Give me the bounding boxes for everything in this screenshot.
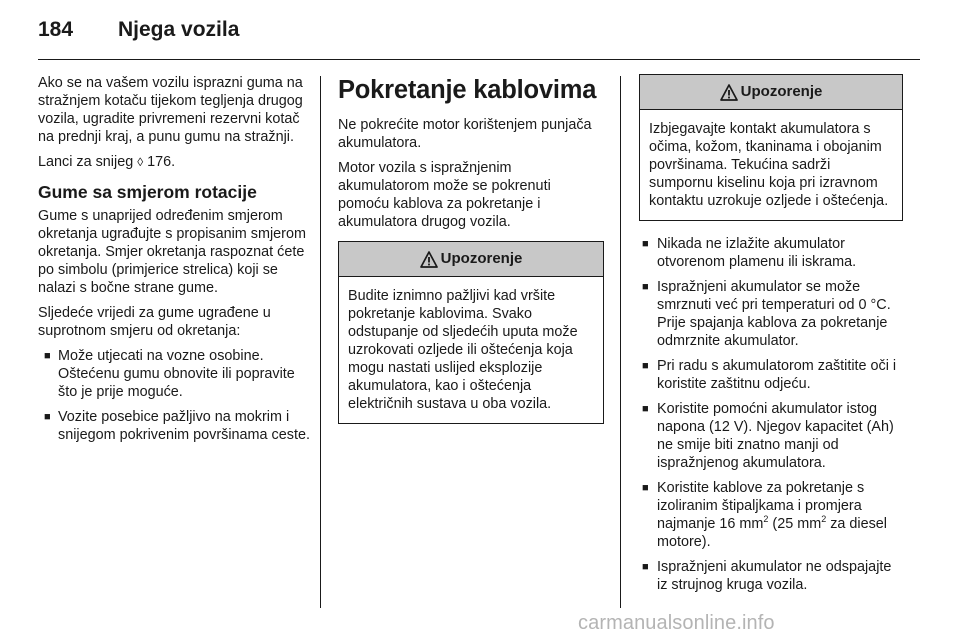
watermark: carmanualsonline.info <box>578 612 775 634</box>
warning-header <box>339 242 603 277</box>
paragraph-jump-start-intro: Motor vozila s ispražnjenim akumulatorom može se pokrenuti pomoću kablova za pokretanje i akumulatora drugog vozila. <box>338 160 551 230</box>
paragraph-flat-tire: Ako se na vašem vozilu isprazni guma na stražnjem kotaču tijekom tegljenja drugog vozila, ugradite privremeni rezervni kotač na prednji kraj, a punu gumu na stražnji. <box>38 75 303 145</box>
list-item <box>639 479 903 551</box>
paragraph-opposite-direction: Sljedeće vrijedi za gume ugrađene u suprotnom smjeru od okretanja: <box>38 305 271 339</box>
cable-size-text: Koristite kablove za pokretanje s izoliranim štipaljkama i promjera najmanje 16 mm <box>657 480 865 532</box>
list-item-text: Koristite pomoćni akumulator istog napona (12 V). Njegov kapacitet (Ah) ne smije biti znatno manji od ispražnjenog akumulatora. <box>657 401 894 471</box>
bullet-icon: ■ <box>642 482 649 494</box>
superscript: 2 <box>821 514 827 525</box>
warning-box-jump-start <box>338 241 604 424</box>
bullet-icon: ■ <box>642 281 649 293</box>
snow-chains-text: Lanci za snijeg <box>38 154 138 170</box>
page-title: Njega vozila <box>118 18 240 41</box>
warning-header <box>640 75 902 110</box>
paragraph-snow-chains <box>38 153 310 171</box>
list-item <box>38 347 310 401</box>
list-item-text: Pri radu s akumulatorom zaštitite oči i koristite zaštitnu odjeću. <box>657 358 897 392</box>
jump-start-instructions-list <box>639 235 903 594</box>
list-item-text: Ispražnjeni akumulator ne odspajajte iz strujnog kruga vozila. <box>657 559 892 593</box>
column-divider-2 <box>620 76 621 608</box>
warning-body: Izbjegavajte kontakt akumulatora s očima, kožom, tkaninama i obojanim površinama. Tekućina sadrži sumpornu kiselinu koja pri izravnom kontaktu uzrokuje ozljede i oštećenja. <box>649 121 889 209</box>
superscript: 2 <box>763 514 769 525</box>
warning-triangle-icon <box>720 84 738 101</box>
page-reference-arrow-icon: ◊ <box>137 155 144 169</box>
warning-label: Upozorenje <box>440 250 523 267</box>
opposite-direction-list <box>38 347 310 444</box>
section-heading-directional-tires: Gume sa smjerom rotacije <box>38 182 257 202</box>
list-item-text <box>657 480 887 550</box>
warning-triangle-icon <box>420 251 438 268</box>
column-3 <box>639 74 903 601</box>
column-1 <box>38 74 310 451</box>
list-item <box>639 357 903 393</box>
list-item <box>639 235 903 271</box>
column-divider-1 <box>320 76 321 608</box>
list-item-text: Može utjecati na vozne osobine. Oštećenu gumu obnovite ili popravite što je prije moguće. <box>58 348 295 400</box>
header-rule <box>38 59 920 60</box>
cable-size-text: za diesel motore). <box>657 516 887 550</box>
paragraph-no-charger: Ne pokrećite motor korištenjem punjača akumulatora. <box>338 117 592 151</box>
bullet-icon: ■ <box>642 561 649 573</box>
page-number: 184 <box>38 18 74 41</box>
paragraph-directional-tires: Gume s unaprijed određenim smjerom okretanja ugrađujte s propisanim smjerom okretanja. Smjer okretanja raspoznat ćete po simbolu (primjerice strelica) koji se nalazi s bočne strane gume. <box>38 208 306 296</box>
bullet-icon: ■ <box>642 238 649 250</box>
bullet-icon: ■ <box>642 360 649 372</box>
warning-label: Upozorenje <box>740 83 823 100</box>
list-item-text: Nikada ne izlažite akumulator otvorenom plamenu ili iskrama. <box>657 236 857 270</box>
warning-body: Budite iznimno pažljivi kad vršite pokretanje kablovima. Svako odstupanje od sljedećih uputa može uzrokovati ozljede ili oštećenja koja mogu nastati uslijed eksplozije akumulatora, kao i oštećenja električnih sustava u oba vozila. <box>348 288 578 412</box>
snow-chains-page-link[interactable]: 176. <box>143 154 176 170</box>
list-item <box>639 558 903 594</box>
list-item-text: Ispražnjeni akumulator se može smrznuti već pri temperaturi od 0 °C. Prije spajanja kablova za pokretanje odmrznite akumulator. <box>657 279 891 349</box>
bullet-icon: ■ <box>44 350 51 362</box>
warning-box-acid <box>639 74 903 221</box>
list-item <box>639 400 903 472</box>
cable-size-text: (25 mm <box>768 516 822 532</box>
list-item-text: Vozite posebice pažljivo na mokrim i snijegom pokrivenim površinama ceste. <box>58 409 310 443</box>
section-heading-jump-start: Pokretanje kablovima <box>338 76 597 104</box>
list-item <box>639 278 903 350</box>
bullet-icon: ■ <box>642 403 649 415</box>
list-item <box>38 408 310 444</box>
column-2 <box>338 74 604 438</box>
bullet-icon: ■ <box>44 411 51 423</box>
